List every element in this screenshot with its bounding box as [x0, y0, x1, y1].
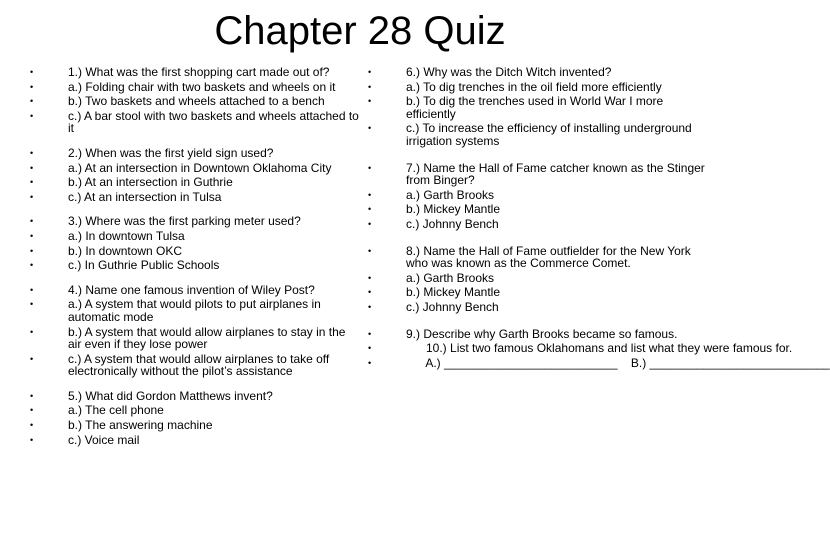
question-text: • 8.) Name the Hall of Fame outfielder for the New York who was known as the Commerce Comet.	[368, 245, 706, 270]
answer-option: • b.) Mickey Mantle	[368, 203, 706, 216]
page-title: Chapter 28 Quiz	[214, 9, 506, 53]
answer-option: • b.) In downtown OKC	[30, 245, 360, 258]
answer-option: • b.) A system that would allow airplanes to stay in the air even if they lose power	[30, 326, 360, 351]
question-text: • 2.) When was the first yield sign used?	[30, 147, 360, 160]
answer-option: • b.) To dig the trenches used in World War I more efficiently	[368, 95, 706, 120]
question-group	[30, 215, 360, 271]
left-column	[30, 66, 360, 458]
question-group	[30, 66, 360, 135]
question-text: • 4.) Name one famous invention of Wiley Post?	[30, 284, 360, 297]
answer-option: • c.) At an intersection in Tulsa	[30, 191, 360, 204]
answer-option: • c.) Johnny Bench	[368, 218, 706, 231]
question-group	[368, 245, 706, 314]
question-text: • 7.) Name the Hall of Fame catcher known as the Stinger from Binger?	[368, 162, 706, 187]
right-column	[368, 65, 830, 383]
question-text: • 6.) Why was the Ditch Witch invented?	[368, 66, 706, 79]
question-text: • 9.) Describe why Garth Brooks became so famous.	[368, 328, 706, 341]
question-group	[30, 147, 360, 203]
question-text: • 5.) What did Gordon Matthews invent?	[30, 390, 360, 403]
question-group	[368, 162, 706, 231]
answer-option: • a.) The cell phone	[30, 404, 360, 417]
question-group	[368, 326, 830, 370]
answer-option: • c.) To increase the efficiency of installing underground irrigation systems	[368, 122, 706, 147]
answer-option: • a.) A system that would pilots to put airplanes in automatic mode	[30, 298, 360, 323]
answer-option: • c.) A system that would allow airplanes to take off electronically without the pilot’s assistance	[30, 353, 360, 378]
question-group	[368, 66, 706, 148]
answer-option: • c.) Johnny Bench	[368, 301, 706, 314]
answer-option: • a.) Garth Brooks	[368, 189, 706, 202]
answer-option: • b.) The answering machine	[30, 419, 360, 432]
answer-option: • a.) Folding chair with two baskets and wheels on it	[30, 81, 360, 94]
question-group	[30, 284, 360, 378]
answer-option: • b.) Two baskets and wheels attached to a bench	[30, 95, 360, 108]
answer-option: • a.) At an intersection in Downtown Oklahoma City	[30, 162, 360, 175]
answer-option: • b.) Mickey Mantle	[368, 286, 706, 299]
answer-option: • c.) Voice mail	[30, 434, 360, 447]
answer-option: • a.) In downtown Tulsa	[30, 230, 360, 243]
answer-option: • c.) In Guthrie Public Schools	[30, 259, 360, 272]
answer-option: • a.) Garth Brooks	[368, 272, 706, 285]
answer-option: • 10.) List two famous Oklahomans and list what they were famous for.	[368, 342, 706, 355]
answer-option: • c.) A bar stool with two baskets and wheels attached to it	[30, 110, 360, 135]
answer-option: • a.) To dig trenches in the oil field more efficiently	[368, 81, 706, 94]
answer-option: • b.) At an intersection in Guthrie	[30, 176, 360, 189]
question-text: • 3.) Where was the first parking meter used?	[30, 215, 360, 228]
question-text: • 1.) What was the first shopping cart made out of?	[30, 66, 360, 79]
answer-option: • A.) __________________________ B.) ___________________________	[368, 357, 706, 370]
question-group	[30, 390, 360, 446]
